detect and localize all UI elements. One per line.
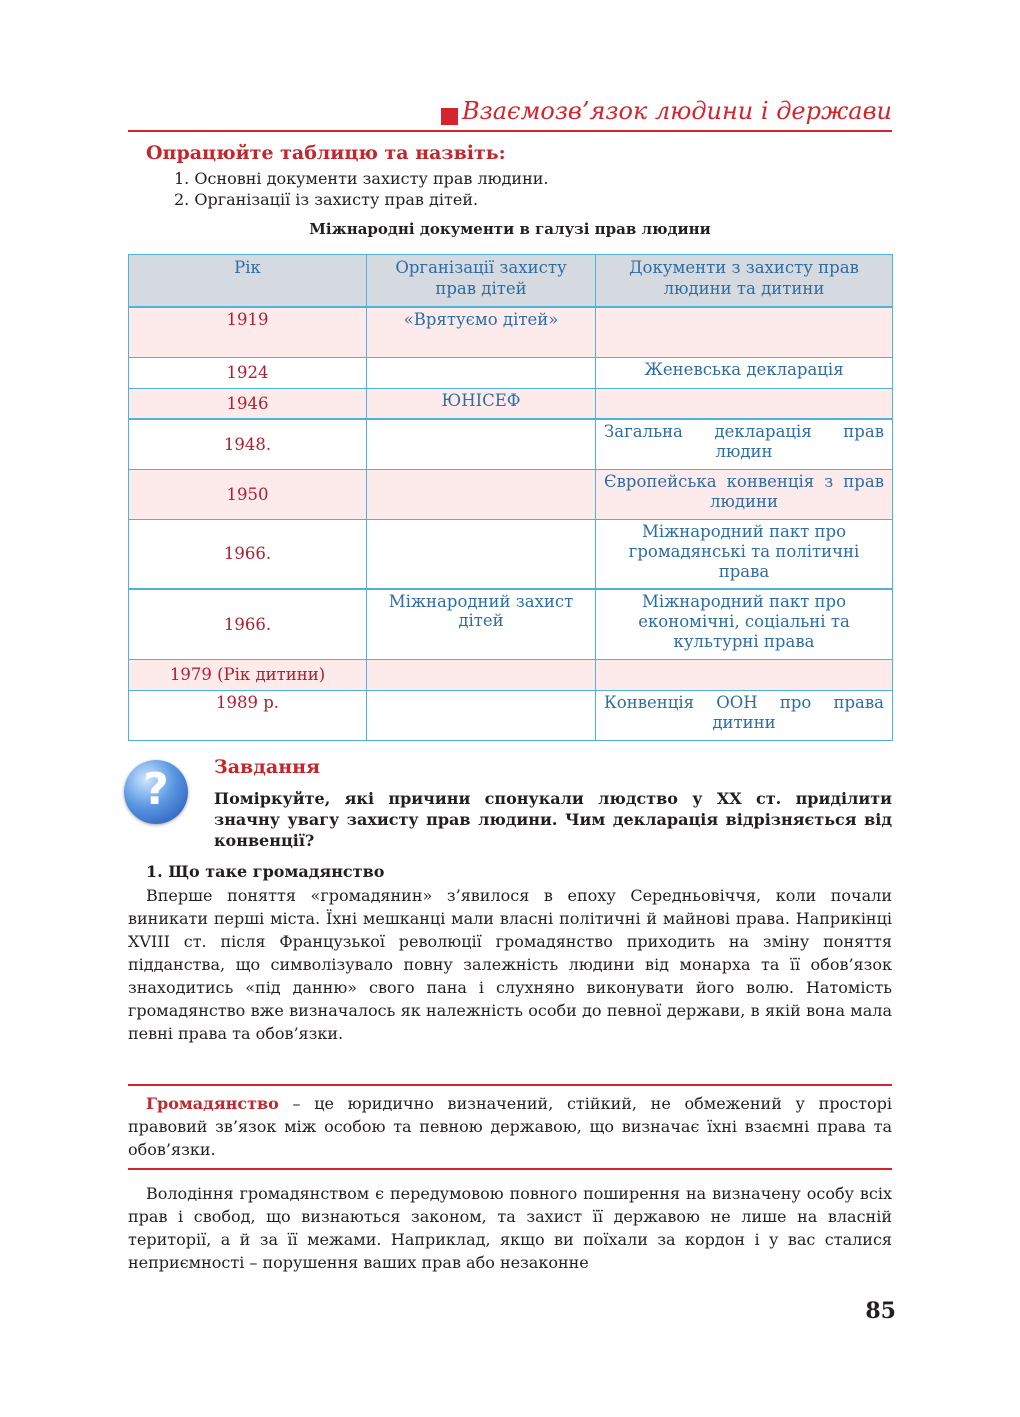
year-cell: 1966. — [129, 519, 367, 589]
assignment-title: Завдання — [214, 756, 321, 778]
organization-cell — [367, 659, 596, 690]
year-cell: 1950 — [129, 469, 367, 519]
documents-table — [128, 254, 893, 741]
question-icon: ? — [124, 760, 188, 824]
document-cell — [596, 659, 893, 690]
organization-cell — [367, 419, 596, 469]
organization-cell — [367, 519, 596, 589]
table-header-row — [129, 255, 893, 308]
table-row — [129, 659, 893, 690]
organization-cell — [367, 469, 596, 519]
year-cell: 1919 — [129, 307, 367, 357]
organization-cell: Міжнародний захист дітей — [367, 589, 596, 659]
year-cell: 1948. — [129, 419, 367, 469]
document-cell — [596, 307, 893, 357]
table-caption: Міжнародні документи в галузі прав людини — [309, 220, 711, 238]
assignment-text: Поміркуйте, які причини спонукали людство у XX ст. приділити значну увагу захисту прав людини. Чим декларація відрізняється від конвенції? — [214, 789, 892, 850]
header-documents: Документи з захисту прав людини та дитини — [596, 255, 893, 308]
paragraph: Володіння громадянством є передумовою повного поширення на визначену особу всіх прав і свобод, що визнаються законом, та захист її державою не лише на власній території, а й за її межами. Наприклад, якщо ви поїхали за кордон і у вас сталися неприємності – порушення ваших прав або незаконне — [128, 1184, 892, 1272]
header-organizations: Організації захисту прав дітей — [367, 255, 596, 308]
task-item: 2. Організації із захисту прав дітей. — [174, 190, 479, 209]
table-row — [129, 589, 893, 659]
document-cell: Європейська конвенція з прав людини — [596, 469, 893, 519]
table-row — [129, 307, 893, 357]
page-number: 85 — [865, 1298, 896, 1324]
year-cell: 1979 (Рік дитини) — [129, 659, 367, 690]
year-cell: 1946 — [129, 388, 367, 419]
table-row — [129, 388, 893, 419]
header-year: Рік — [129, 255, 367, 308]
document-cell: Женевська декларація — [596, 357, 893, 388]
organization-cell — [367, 357, 596, 388]
document-cell: Конвенція ООН про права дитини — [596, 690, 893, 740]
definition-text: – це юридично визначений, стійкий, не обмежений у просторі правовий зв’язок між особою та певною державою, що визначає їхні взаємні права та обов’язки. — [128, 1094, 892, 1159]
document-cell: Міжнародний пакт про економічні, соціальні та культурні права — [596, 589, 893, 659]
table-row — [129, 519, 893, 589]
task-item: 1. Основні документи захисту прав людини. — [174, 169, 549, 188]
definition-term: Громадянство — [146, 1094, 279, 1113]
organization-cell: ЮНІСЕФ — [367, 388, 596, 419]
document-cell — [596, 388, 893, 419]
organization-cell: «Врятуємо дітей» — [367, 307, 596, 357]
year-cell: 1989 р. — [129, 690, 367, 740]
year-cell: 1966. — [129, 589, 367, 659]
task-heading: Опрацюйте таблицю та назвіть: — [146, 142, 506, 164]
definition-box — [128, 1084, 892, 1170]
table-row — [129, 357, 893, 388]
red-square-icon — [441, 108, 458, 125]
section-heading: 1. Що таке громадянство — [146, 862, 385, 881]
document-cell: Міжнародний пакт про громадянські та політичні права — [596, 519, 893, 589]
year-cell: 1924 — [129, 357, 367, 388]
document-cell: Загальна декларація прав людин — [596, 419, 893, 469]
organization-cell — [367, 690, 596, 740]
table-row — [129, 419, 893, 469]
section-title: Взаємозв’язок людини і держави — [462, 97, 892, 125]
task-list — [174, 168, 549, 210]
section-header — [128, 94, 892, 132]
paragraph: Вперше поняття «громадянин» з’явилося в епоху Середньовіччя, коли почали виникати перші міста. Їхні мешканці мали власні політичні й майнові права. Наприкінці XVIII ст. після Французької революції громадянство приходить на зміну поняття підданства, що символізувало повну залежність людини від монарха та її обов’язок знаходитись «під данню» свого пана і слухняно виконувати його волю. Натомість громадянство вже визначалось як належність особи до певної держави, в якій вона мала певні права та обов’язки. — [128, 886, 892, 1043]
table-row — [129, 469, 893, 519]
definition — [128, 1092, 892, 1161]
table-row — [129, 690, 893, 740]
